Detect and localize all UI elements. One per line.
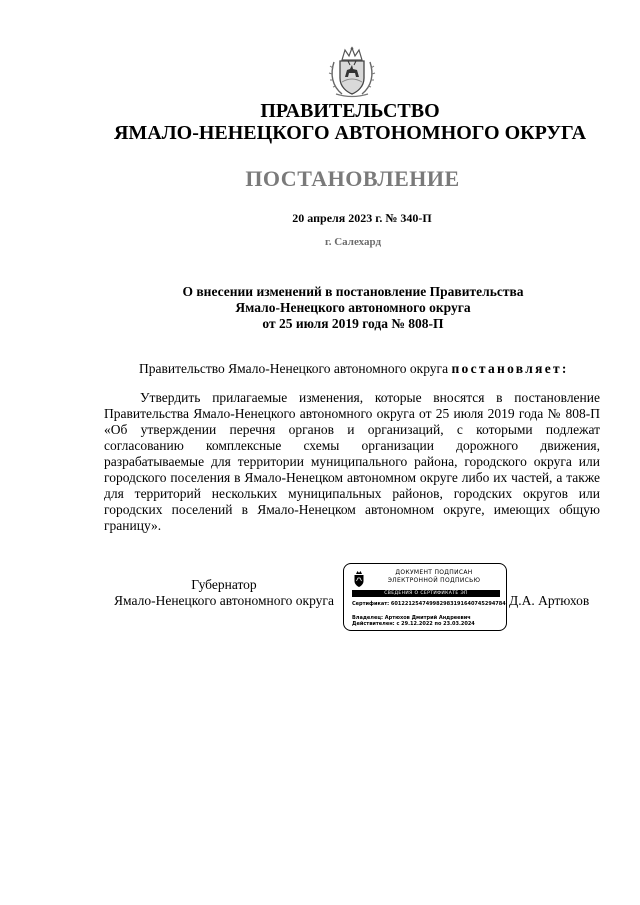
stamp-valid-label: Действителен: bbox=[352, 621, 395, 627]
signer-role-line1: Губернатор bbox=[191, 577, 257, 592]
stamp-cert-value: 601221254749982983191640745294784 bbox=[390, 601, 506, 607]
stamp-title-line2: ЭЛЕКТРОННОЙ ПОДПИСЬЮ bbox=[387, 577, 481, 584]
decree-intro-paragraph bbox=[139, 361, 569, 377]
decree-body-paragraph: Утвердить прилагаемые изменения, которые вносятся в постановление Правительства Ямало-Ненецкого автономного округа от 25 июля 2019 года № 808-П «Об утверждении перечня органов и организаций, с которыми подлежат согласованию комплексные схемы организации дорожного движения, разрабатываемые для территории муниципального района, городского округа или городского поселения в Ямало-Ненецком автономном округе либо их частей, а также для территорий нескольких муниципальных районов, городских округов или городских поселений в Ямало-Ненецком автономном округе, имеющих общую границу». bbox=[104, 390, 600, 533]
heading-line1: О внесении изменений в постановление Правительства bbox=[182, 284, 524, 299]
stamp-cert-label: Сертификат: bbox=[352, 601, 390, 607]
decree-keyword: постановляет: bbox=[451, 361, 569, 376]
stamp-title bbox=[344, 569, 524, 585]
signer-role-line2: Ямало-Ненецкого автономного округа bbox=[114, 593, 334, 608]
stamp-certificate-bar: СВЕДЕНИЯ О СЕРТИФИКАТЕ ЭП bbox=[352, 590, 500, 597]
heading-line3: от 25 июля 2019 года № 808-П bbox=[262, 316, 444, 331]
heading-line2: Ямало-Ненецкого автономного округа bbox=[235, 300, 471, 315]
signer-role bbox=[104, 577, 344, 609]
decree-intro-text: Правительство Ямало-Ненецкого автономного округа bbox=[139, 361, 452, 376]
stamp-valid-value: с 29.12.2022 по 23.03.2024 bbox=[396, 621, 475, 627]
stamp-certificate-line bbox=[352, 601, 506, 607]
government-title-line2: ЯМАЛО-НЕНЕЦКОГО АВТОНОМНОГО ОКРУГА bbox=[113, 122, 587, 144]
document-date-number: 20 апреля 2023 г. № 340-П bbox=[292, 211, 432, 225]
document-city: г. Салехард bbox=[324, 236, 382, 248]
stamp-owner-value: Артюхов Дмитрий Андреевич bbox=[384, 615, 471, 621]
signer-name: Д.А. Артюхов bbox=[509, 593, 590, 608]
document-type-title: ПОСТАНОВЛЕНИЕ bbox=[245, 166, 460, 191]
stamp-title-line1: ДОКУМЕНТ ПОДПИСАН bbox=[395, 569, 473, 576]
government-title-line1: ПРАВИТЕЛЬСТВО bbox=[260, 100, 440, 122]
stamp-validity-line bbox=[352, 621, 475, 627]
coat-of-arms-icon bbox=[328, 46, 376, 98]
electronic-signature-stamp bbox=[343, 563, 507, 631]
stamp-owner-label: Владелец: bbox=[352, 615, 384, 621]
document-heading bbox=[0, 284, 640, 332]
